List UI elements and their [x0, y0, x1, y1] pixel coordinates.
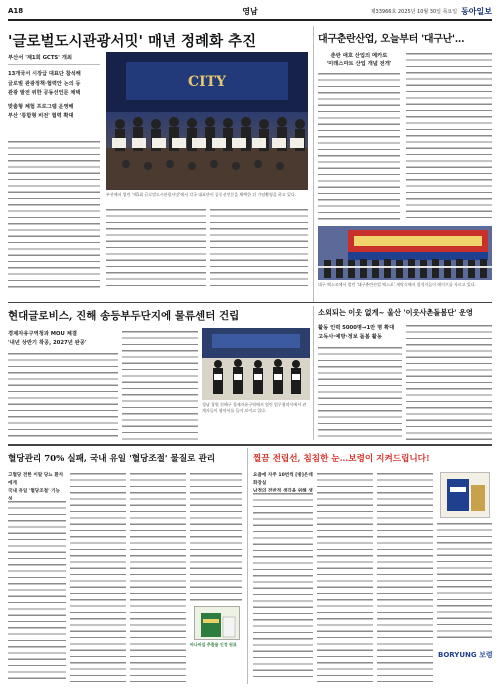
brand-logo: BORYUNG 보령	[438, 651, 493, 659]
subhead: 13개국서 시장급 대표단 참석해	[8, 71, 81, 77]
photo-caption: 경남 창원 진해구 경제자유구역에서 열린 업무협약식에서 관계자들이 협약서를 들어 보이고 있다.	[202, 402, 307, 413]
subhead: 활동 인력 5000명→1만 명 확대	[318, 325, 395, 331]
article-body-text	[406, 52, 492, 222]
product-label: 바나바잎 추출물 인정 원료	[190, 642, 237, 647]
article-body-text	[318, 346, 402, 440]
subhead: 국내 유일 '혈당조절' 기능	[8, 489, 60, 494]
subhead: 맞춤형 체험 프로그램 운영해	[8, 103, 74, 110]
expo-ceremony-photo	[318, 226, 492, 280]
bottom-right-headline: 찔끔 전립선, 침침한 눈…보령이 지켜드립니다!	[253, 454, 430, 464]
photo-caption: 부산에서 열린 '제1회 글로벌도시관광서밋'에서 각국 대표단이 공동선언문을 채택한 뒤 기념촬영을 하고 있다.	[106, 192, 297, 197]
ad-body-text	[190, 472, 242, 602]
subhead: 춘란 애호 산업의 메카로	[330, 53, 388, 59]
subhead: '미래스마트 산업 개념 전개'	[326, 61, 392, 67]
ad-body-text	[253, 492, 313, 682]
mid-left-headline: 현대글로비스, 진해 송등부두단지에 물류센터 건립	[8, 310, 240, 322]
column-divider	[313, 26, 314, 302]
top-left-headline: '글로벌도시관광서밋' 매년 정례화 추진	[8, 33, 257, 50]
subhead: 요즘에 자주 10번씩 [방]은데 화장실	[253, 473, 313, 486]
article-body-text	[8, 352, 118, 440]
divider	[8, 64, 100, 65]
ad-body-text	[8, 500, 66, 682]
summit-group-photo	[106, 52, 308, 190]
subhead: 고독사·예방·정보 돌봄 활동	[318, 334, 382, 340]
prostate-product-image	[440, 472, 490, 518]
article-body-text	[406, 324, 492, 440]
supplement-product-image	[194, 606, 240, 640]
subhead: 경제자유구역청과 MOU 체결	[8, 331, 77, 337]
mou-signing-photo	[202, 328, 310, 400]
svg-text:CITY: CITY	[187, 74, 227, 90]
page-number: A18	[8, 7, 24, 15]
masthead	[8, 4, 492, 18]
article-body-text	[106, 208, 206, 290]
mid-right-headline: 소외되는 이웃 없게~ 울산 '이웃사촌돌봄단' 운영	[318, 308, 473, 317]
ad-body-text	[130, 472, 186, 682]
bottom-left-headline: 혈당관리 70% 실패, 국내 유일 '혈당조절' 물질로 관리	[8, 454, 216, 464]
ad-body-text	[437, 522, 492, 642]
section-name: 영남	[242, 6, 258, 16]
issue-date: 제33966호 2025년 10월 30일 목요일	[370, 8, 458, 15]
column-divider	[313, 306, 314, 440]
masthead-rule	[8, 19, 492, 21]
subhead: 고혈당 전한 이탈 당뇨 환자에게	[8, 473, 64, 486]
subhead: '내년 상반기 착공, 2027년 완공'	[8, 340, 87, 346]
section-rule	[8, 302, 492, 303]
ad-body-text	[70, 472, 126, 682]
ad-body-text	[317, 472, 373, 682]
article-body-text	[318, 72, 400, 222]
top-left-kicker: 부산서 '제1회 GCTS' 개최	[8, 55, 72, 61]
photo-caption: 대구 엑스코에서 열린 '대구춘란산업 엑스포' 개막식에서 참석자들이 테이프를 자르고 있다.	[318, 282, 476, 287]
top-left-subheads	[8, 70, 100, 122]
subhead: 글로벌 관광정책·협력안 논의 등	[8, 80, 81, 87]
top-right-headline: 대구춘란산업, 오늘부터 '대구난'...	[318, 34, 465, 45]
article-body-text	[8, 140, 100, 290]
section-rule	[8, 444, 492, 446]
subhead: 관광 발전 위한 공동선언문 채택	[8, 90, 81, 96]
article-body-text	[122, 330, 198, 440]
ad-body-text	[377, 472, 433, 682]
subhead: 부산 '통합형 비전' 협력 확대	[8, 113, 74, 119]
article-body-text	[210, 208, 308, 290]
newspaper-logo: 동아일보	[461, 5, 492, 16]
column-divider	[247, 448, 248, 684]
